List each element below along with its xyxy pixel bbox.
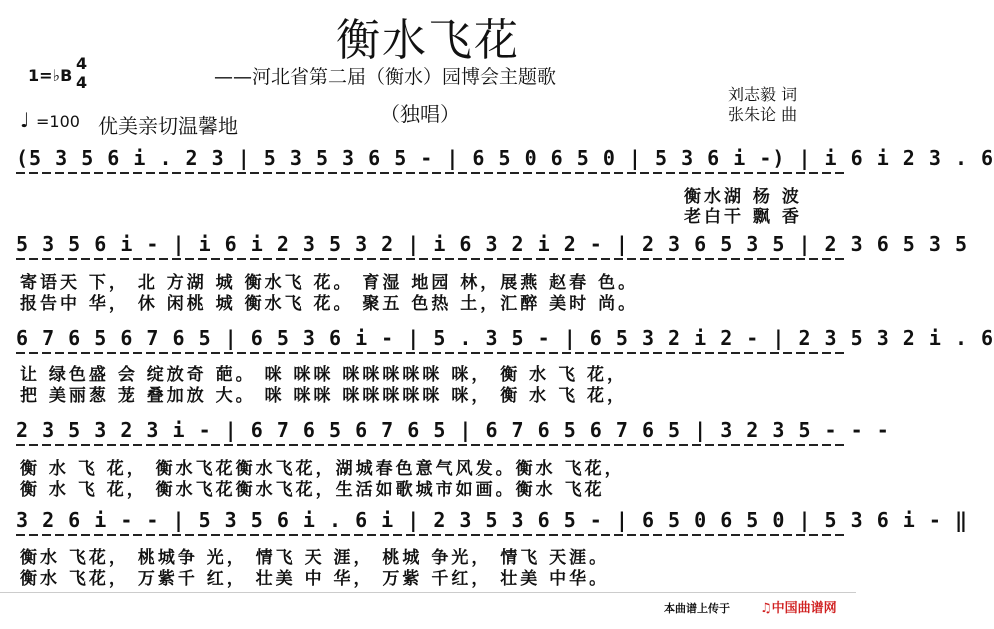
notation-line: (5 3 5 6 i . 2 3 | 5 3 5 3 6 5 - | 6 5 0 6 5 0 | 5 3 6 i -) | i 6 i 2 3 . 6: [16, 146, 994, 170]
footer-upload-text: 本曲谱上传于: [664, 602, 730, 615]
score-row-3: [16, 326, 994, 356]
site-name: 中国曲谱网: [771, 601, 837, 616]
lyrics-row-2-verse-2: 报告中 华， 休 闲桃 城 衡水飞 花。 聚五 色热 土，汇醉 美时 尚。: [20, 294, 639, 314]
score-row-4: [16, 418, 890, 448]
score-row-1: [16, 146, 994, 176]
lyrics-row-4-verse-2: 衡 水 飞 花， 衡水飞花衡水飞花，生活如歌城市如画。衡水 飞花: [20, 480, 605, 500]
lyrics-row-2-verse-1: 寄语天 下， 北 方湖 城 衡水飞 花。 育湿 地园 林，展燕 赵春 色。: [20, 273, 639, 293]
lyrics-row-3-verse-1: 让 绿色盛 会 绽放奇 葩。 咪 咪咪 咪咪咪咪咪 咪， 衡 水 飞 花，: [20, 365, 628, 385]
footer-divider: [0, 592, 856, 593]
notation-line: 6 7 6 5 6 7 6 5 | 6 5 3 6 i - | 5 . 3 5 - | 6 5 3 2 i 2 - | 2 3 5 3 2 i . 6: [16, 326, 994, 350]
lyrics-row-5-verse-1: 衡水 飞花， 桃城争 光， 情飞 天 涯， 桃城 争光， 情飞 天涯。: [20, 548, 610, 568]
composer-credit: 张朱论 曲: [728, 105, 798, 124]
time-signature: [76, 54, 87, 92]
score-row-2: [16, 232, 968, 262]
tempo-marking: =100: [36, 112, 80, 131]
time-signature-top: 4: [76, 54, 88, 73]
lyrics-row-1-verse-2: 老白干 飘 香: [684, 207, 802, 227]
music-note-icon: ♫: [760, 601, 772, 616]
performance-type: （独唱）: [380, 102, 460, 126]
lyrics-row-1-verse-1: 衡水湖 杨 波: [684, 187, 802, 207]
site-logo[interactable]: [760, 597, 837, 616]
lyrics-row-5-verse-2: 衡水 飞花， 万紫千 红， 壮美 中 华， 万紫 千红， 壮美 中华。: [20, 569, 610, 589]
quarter-note-icon: ♩: [20, 108, 30, 132]
subtitle: ——河北省第二届（衡水）园博会主题歌: [214, 66, 557, 88]
lyrics-row-4-verse-1: 衡 水 飞 花， 衡水飞花衡水飞花，湖城春色意气风发。衡水 飞花，: [20, 459, 625, 479]
notation-line: 2 3 5 3 2 3 i - | 6 7 6 5 6 7 6 5 | 6 7 6 5 6 7 6 5 | 3 2 3 5 - - -: [16, 418, 890, 442]
page-title: 衡水飞花: [336, 15, 520, 66]
score-row-5: [16, 508, 968, 538]
key-signature: 1=♭B: [28, 66, 73, 85]
lyricist-credit: 刘志毅 词: [728, 85, 798, 104]
lyrics-row-3-verse-2: 把 美丽葱 茏 叠加放 大。 咪 咪咪 咪咪咪咪咪 咪， 衡 水 飞 花，: [20, 386, 628, 406]
notation-line: 3 2 6 i - - | 5 3 5 6 i . 6 i | 2 3 5 3 6 5 - | 6 5 0 6 5 0 | 5 3 6 i - ‖: [16, 508, 968, 532]
time-signature-bottom: 4: [76, 73, 88, 92]
notation-line: 5 3 5 6 i - | i 6 i 2 3 5 3 2 | i 6 3 2 i 2 - | 2 3 6 5 3 5 | 2 3 6 5 3 5: [16, 232, 968, 256]
expression-marking: 优美亲切温馨地: [98, 114, 238, 138]
